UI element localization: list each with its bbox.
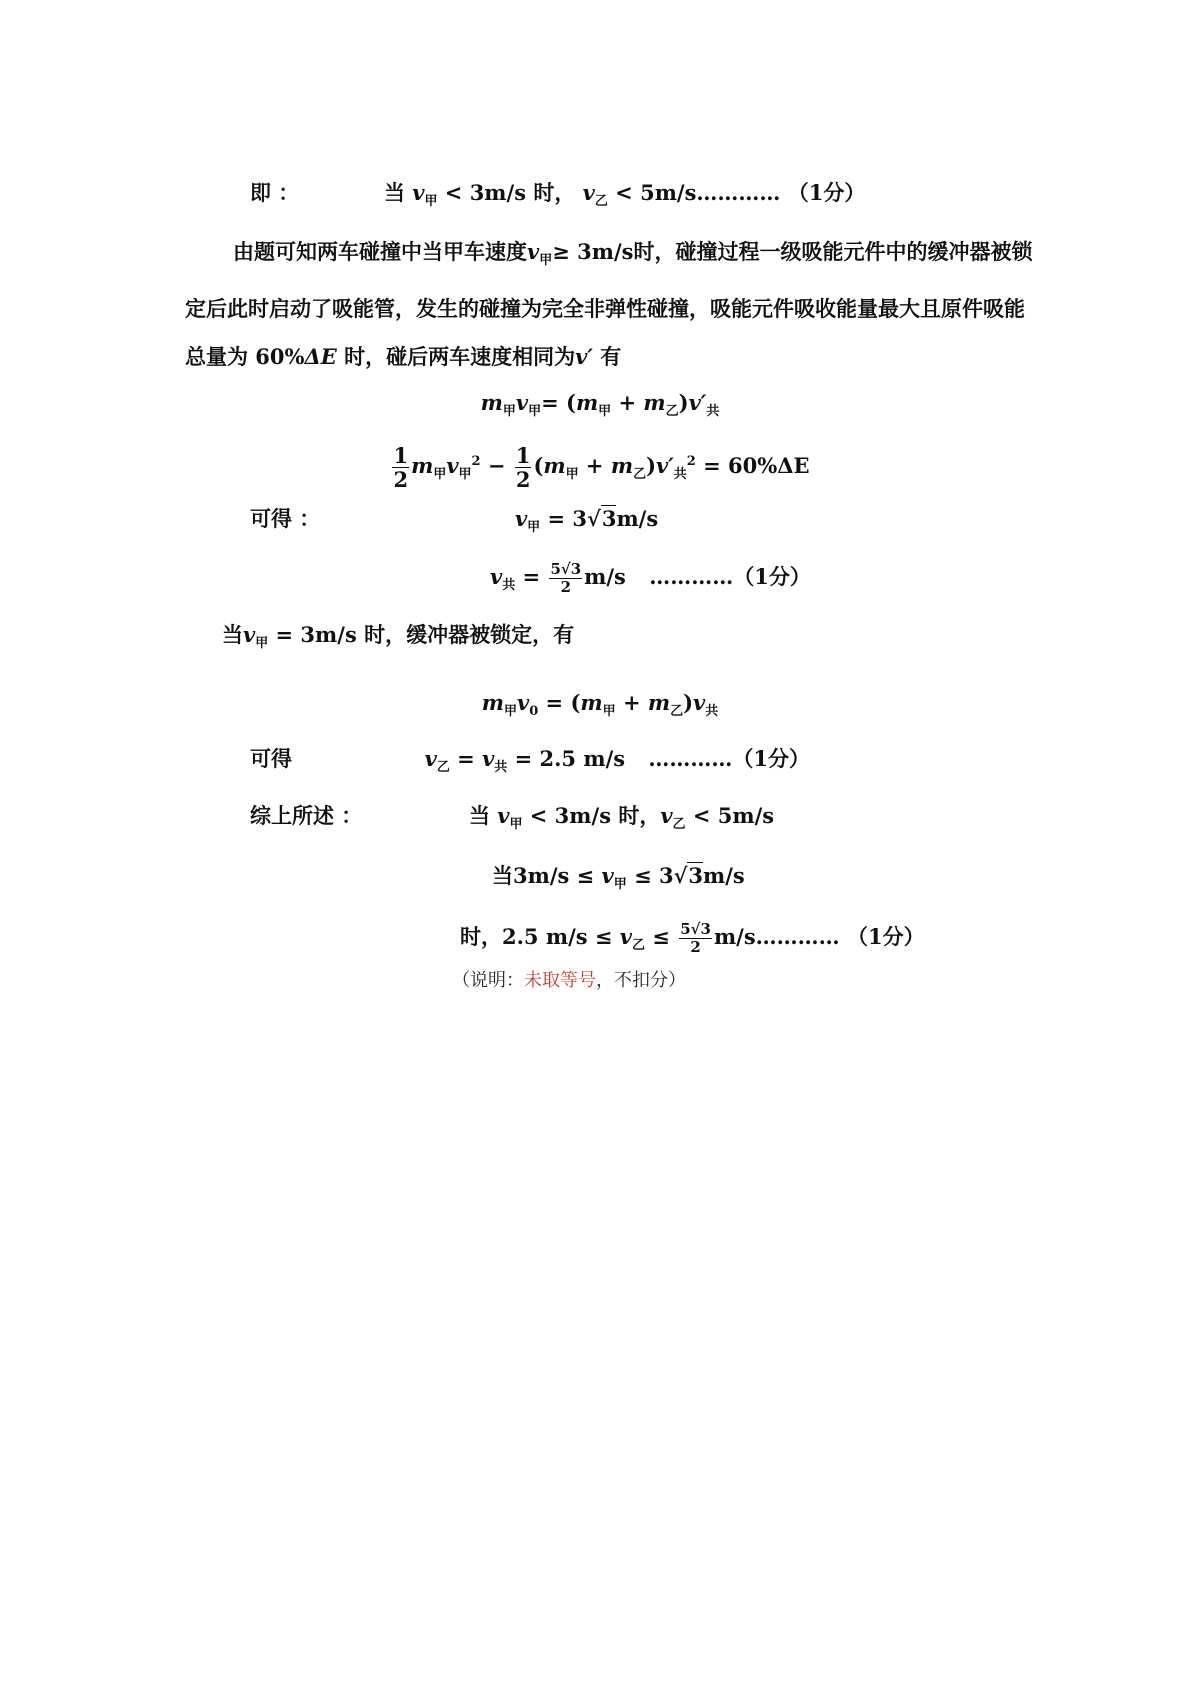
equation-locked-momentum: $m_甲v_0 = (m_甲 + m_乙)v_共$ xyxy=(481,690,719,719)
line-conclusion-1: 即 ： 当 $v_甲 < 3m/s$ 时， $v_乙$ < 5m/s………… （1分） xyxy=(250,180,866,209)
score-mark: （1分） xyxy=(732,746,810,771)
explanation-paragraph: 由题可知两车碰撞中当甲车速度$v_甲\ge 3m/s$时，碰撞过程一级吸能元件中的缓冲器被锁定后此时启动了吸能管，发生的碰撞为完全非弹性碰撞，吸能元件吸收能量最大且原件吸能总量为 60%ΔE 时，碰后两车速度相同为v′ 有 xyxy=(185,239,1033,369)
summary-line-3: 时，2.5 $m/s \le v_乙$ ≤ $\frac{5√3}{2}$ m/s………… （1分） xyxy=(460,920,925,956)
result-v-gong: $v_共$ = $\frac{5√3}{2}$ m/s …………（1分） xyxy=(490,560,811,596)
summary-line-1: 综上所述 ： 当 $v_甲 < 3m/s$ 时，$v_乙 < 5m/s$ xyxy=(250,803,775,832)
result-v-yi: 可得 $v_乙 = v_共 = 2.5$ m/s …………（1分） xyxy=(250,746,810,775)
score-mark: （1分） xyxy=(846,924,925,949)
equation-energy: $\frac{1}{2}$ $m_甲v_甲^2$ − $\frac{1}{2}$ $(m_甲 + m_乙)v'_共^2 = 60\%\Delta E$ xyxy=(393,443,810,492)
summary-line-2: 当$3m/s \le v_甲 \le 3√3m/s$ xyxy=(492,863,745,892)
score-mark: （1分） xyxy=(787,180,866,205)
equation-momentum: $m_甲v_甲= (m_甲 + m_乙)v'_共$ xyxy=(480,390,720,419)
line-buffer-locked: 当$v_甲 = 3m/s$ 时，缓冲器被锁定，有 xyxy=(222,622,575,651)
note-line: （说明：未取等号，不扣分） xyxy=(452,970,686,991)
result-v-jia: 可得 ： $v_甲 = 3√3m/s$ xyxy=(250,506,659,535)
label-ji: 即 ： xyxy=(250,180,300,205)
score-mark: （1分） xyxy=(733,564,811,589)
